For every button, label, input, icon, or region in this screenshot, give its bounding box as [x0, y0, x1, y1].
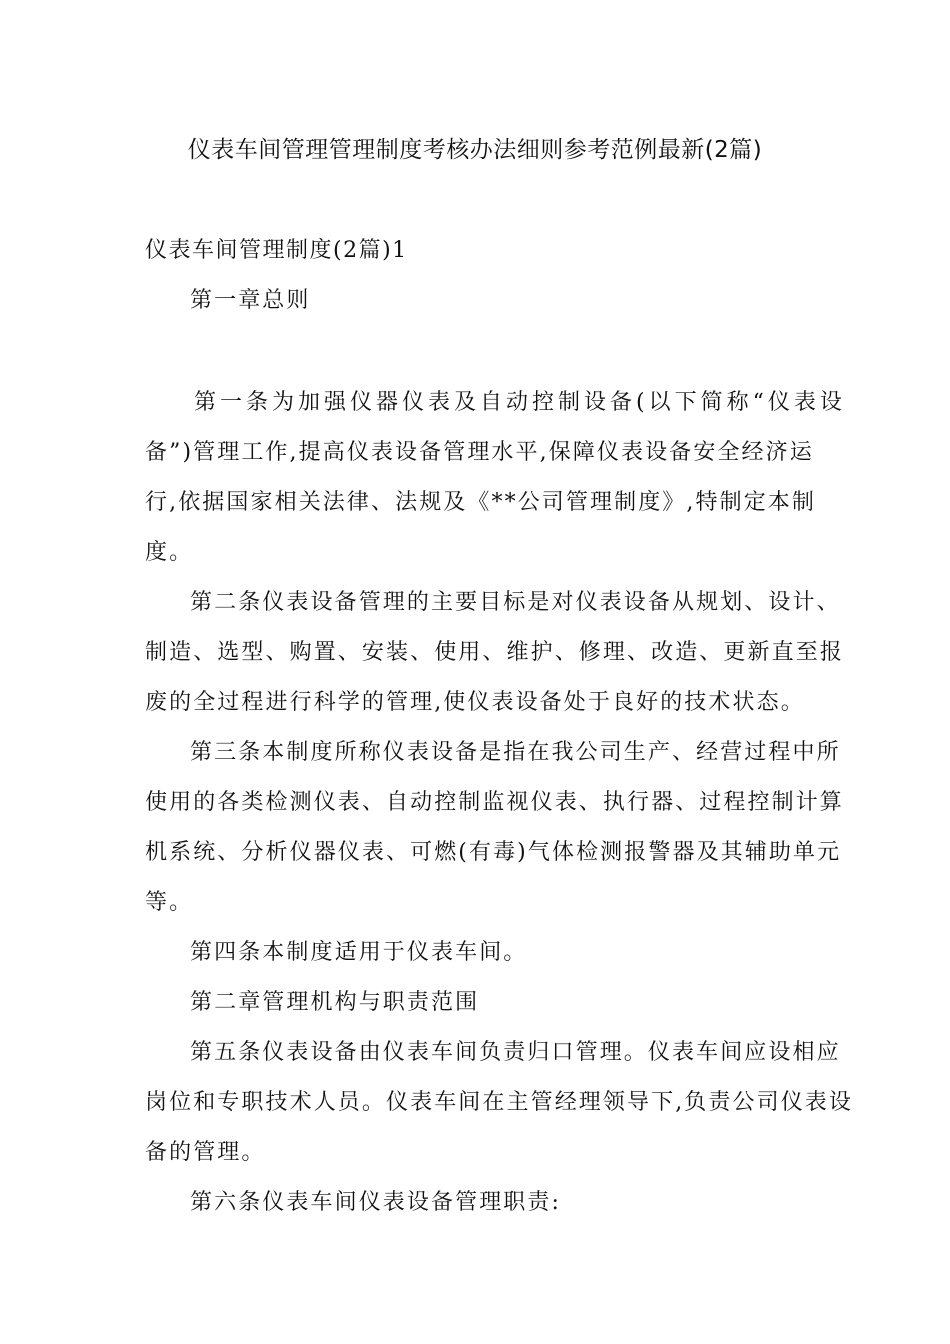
- document-title: 仪表车间管理管理制度考核办法细则参考范例最新(2篇): [187, 137, 763, 163]
- paragraph-line: 机系统、分析仪器仪表、可燃(有毒)气体检测报警器及其辅助单元: [145, 840, 842, 865]
- paragraph-line: 第一条为加强仪器仪表及自动控制设备(以下简称“仪表设: [194, 390, 846, 415]
- paragraph-line: 等。: [145, 890, 194, 915]
- section-heading: 仪表车间管理制度(2篇)1: [145, 238, 408, 263]
- paragraph-line: 第五条仪表设备由仪表车间负责归口管理。仪表车间应设相应: [190, 1040, 841, 1065]
- paragraph-line: 第三条本制度所称仪表设备是指在我公司生产、经营过程中所: [190, 740, 841, 765]
- paragraph-line: 岗位和专职技术人员。仪表车间在主管经理领导下,负责公司仪表设: [145, 1090, 853, 1115]
- paragraph-line: 行,依据国家相关法律、法规及《**公司管理制度》,特制定本制: [145, 490, 816, 515]
- paragraph-line: 第二条仪表设备管理的主要目标是对仪表设备从规划、设计、: [190, 590, 841, 615]
- paragraph-line: 备”)管理工作,提高仪表设备管理水平,保障仪表设备安全经济运: [145, 440, 814, 465]
- paragraph-line: 制造、选型、购置、安装、使用、维护、修理、改造、更新直至报: [145, 640, 844, 665]
- chapter-heading: 第二章管理机构与职责范围: [190, 990, 480, 1015]
- paragraph-line: 备的管理。: [145, 1140, 266, 1165]
- paragraph-line: 第四条本制度适用于仪表车间。: [190, 940, 528, 965]
- chapter-heading: 第一章总则: [190, 288, 311, 313]
- paragraph-line: 使用的各类检测仪表、自动控制监视仪表、执行器、过程控制计算: [145, 790, 844, 815]
- paragraph-line: 度。: [145, 540, 194, 565]
- paragraph-line: 废的全过程进行科学的管理,使仪表设备处于良好的技术状态。: [145, 690, 805, 715]
- paragraph-line: 第六条仪表车间仪表设备管理职责:: [190, 1190, 562, 1215]
